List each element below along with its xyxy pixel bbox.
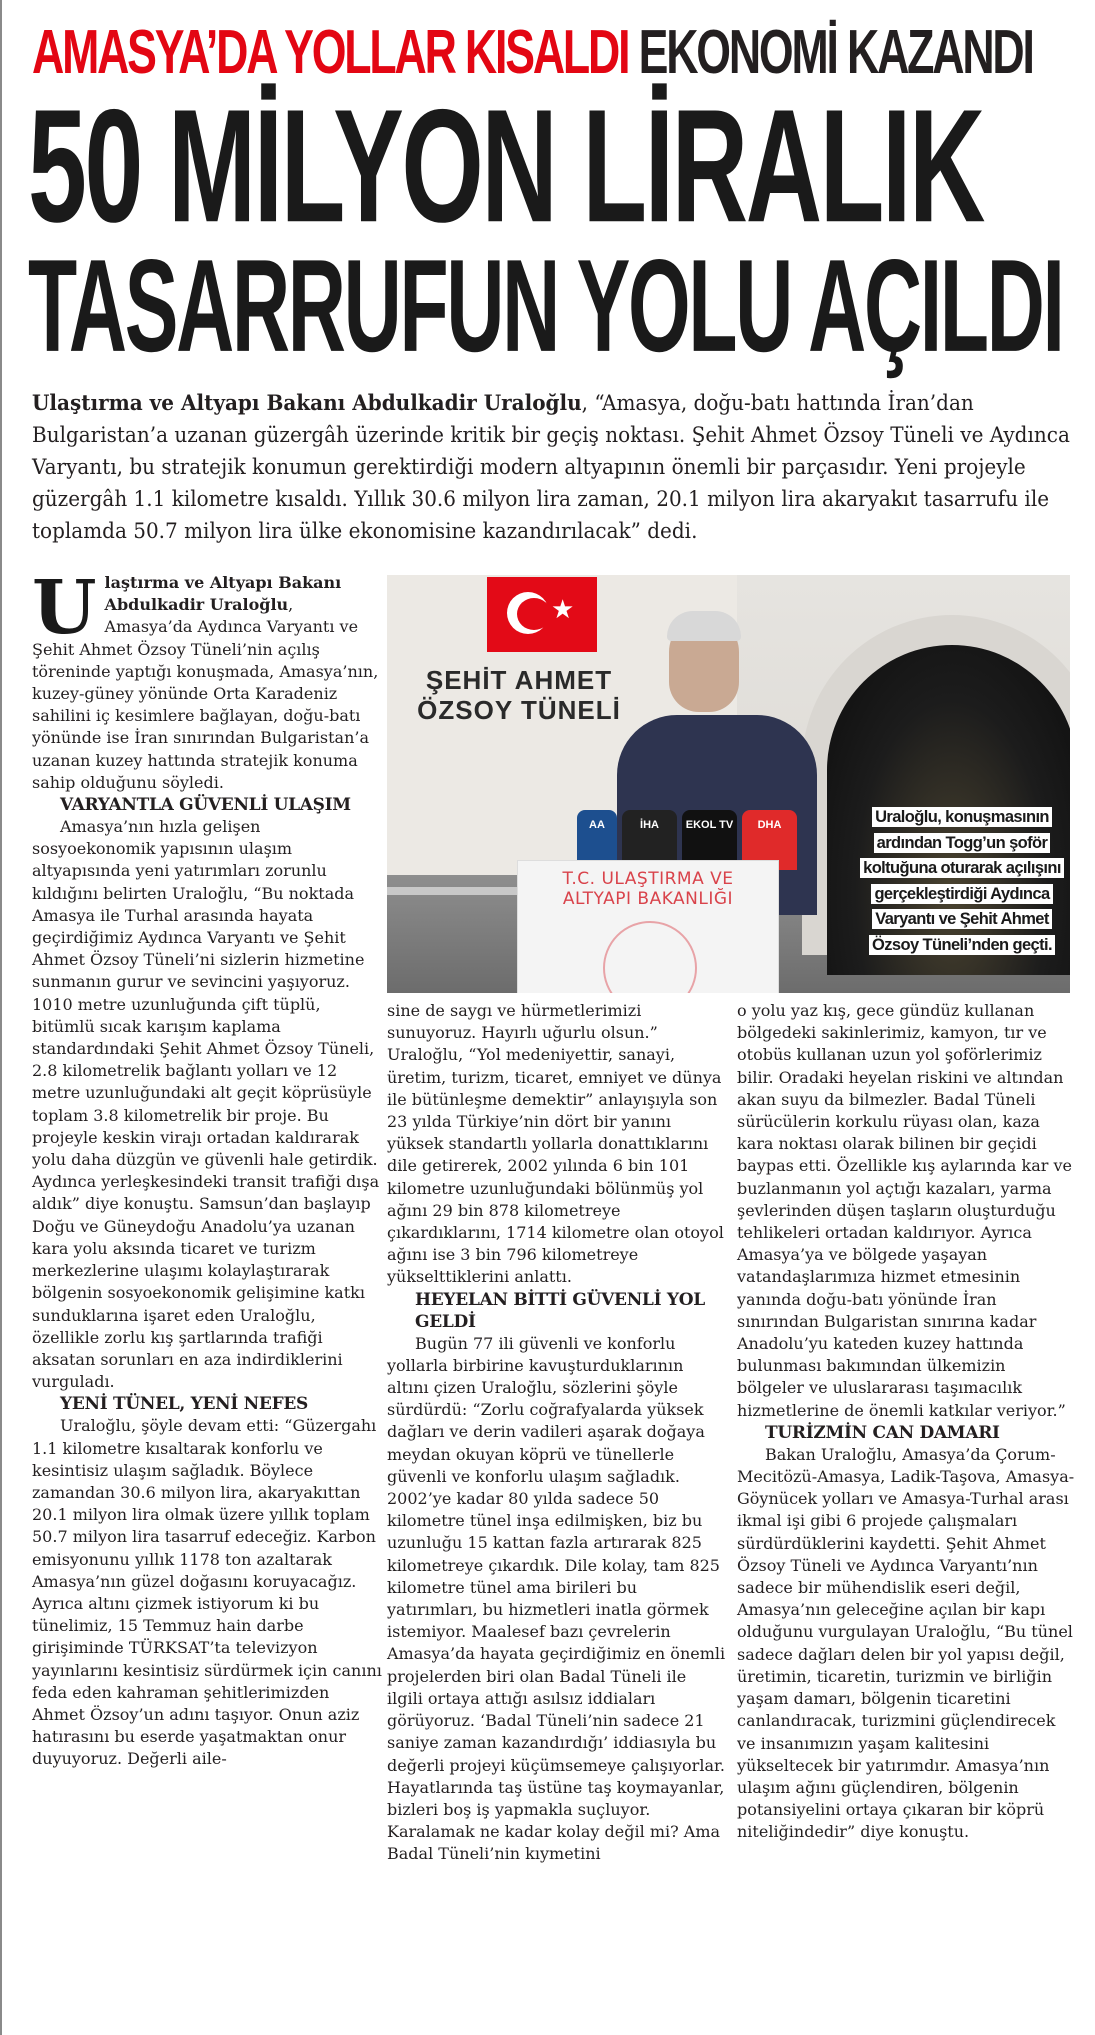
mic-dha: DHA xyxy=(742,810,797,870)
subheading-varyant: VARYANTLA GÜVENLİ ULAŞIM xyxy=(60,795,351,816)
subheading-heyelan: HEYELAN BİTTİ GÜVENLİ YOL GELDİ xyxy=(415,1289,705,1332)
dropcap: U xyxy=(32,565,97,651)
mic-aa: AA xyxy=(577,810,617,870)
podium-text: T.C. ULAŞTIRMA VE ALTYAPI BAKANLIĞI xyxy=(562,869,734,909)
paragraph: sine de saygı ve hürmetlerimizi sunuyoruz. Hayırlı uğurlu olsun.” Uraloğlu, “Yol medeniyettir, sanayi, üretim, turizm, ticaret, emniyet ve dünya ile bütünleşme demektir” anlayışıyla son 23 yılda Türkiye’nin dört bir yanını yüksek standartlı yollarla donattıklarını dile getirerek, 2002 yılında 6 bin 101 kilometre uzunluğundaki bölünmüş yol ağını 29 bin 878 kilometreye çıkardıklarını, 1714 kilometre olan otoyol ağını ise 3 bin 796 kilometreye yükselttiklerini anlattı. xyxy=(387,1001,724,1287)
caption-text: Uraloğlu, konuşmasının ardından Togg’un şoför koltuğuna oturarak açılışını gerçekleştirdiği Aydınca Varyantı ve Şehit Ahmet Özsoy Tüneli’nden geçti. xyxy=(860,807,1064,955)
photo-caption xyxy=(857,805,1067,958)
paragraph: Amasya’nın hızla gelişen sosyoekonomik yapısının ulaşım altyapısında yeni yatırımları zorunlu kıldığını belirten Uraloğlu, “Bu noktada Amasya ile Turhal arasında hayata geçirdiğimiz Aydınca Varyantı ve Şehit Ahmet Özsoy Tüneli’ni sizlerin hizmetine sunmanın gurur ve sevincini yaşıyoruz. 1010 metre uzunluğunda çift tüplü, bitümlü sıcak karışım kaplama standardındaki Şehit Ahmet Özsoy Tüneli, 2.8 kilometrelik bağlantı yolları ve 12 metre uzunluğundaki alt geçit köprüsüyle toplam 3.8 kilometrelik bir proje. Bu projeyle keskin virajı ortadan kaldırarak yolu daha düzgün ve güvenli hale getirdik. Aydınca yerleşkesindeki transit trafiği dışa aldık” diye konuştu. Samsun’dan başlayıp Doğu ve Güneydoğu Anadolu’ya uzanan kara yolu aksında ticaret ve turizm merkezlerine ulaşımı kolaylaştırarak bölgenin sosyoekonomik gelişimine katkı sunduklarına işaret eden Uraloğlu, özellikle zorlu kış şartlarında trafiği aksatan sorunları en aza indirdiklerini vurguladı. xyxy=(32,817,380,1392)
subheading-yeni-tunel: YENİ TÜNEL, YENİ NEFES xyxy=(60,1394,308,1415)
kicker-black: EKONOMİ KAZANDI xyxy=(638,18,1033,87)
column-1 xyxy=(32,565,382,1771)
lede-bold: Ulaştırma ve Altyapı Bakanı Abdulkadir Uraloğlu xyxy=(32,391,582,416)
paragraph: Bugün 77 ili güvenli ve konforlu yollarla birbirine kavuşturduklarının altını çizen Uraloğlu, sözlerini şöyle sürdürdü: “Zorlu coğrafyalarda yüksek dağları ve derin vadileri aşarak doğaya meydan okuyan köprü ve tünellerle güvenli ve konforlu ulaşım sağladık. 2002’ye kadar 80 yılda sadece 50 kilometre tünel inşa edilmişken, biz bu uzunluğu 15 kattan fazla artırarak 825 kilometreye çıkardık. Dile kolay, tam 825 kilometre tünel ama birileri bu yatırımları, bu hizmetleri inatla görmek istemiyor. Maalesef bazı çevrelerin Amasya’da hayata geçirdiğimiz en önemli projelerden biri olan Badal Tüneli ile ilgili ortaya attığı asılsız iddiaları görüyoruz. ‘Badal Tüneli’nin sadece 21 saniye zaman kazandırdığı’ iddiasıyla bu değerli projeyi küçümsemeye çalışıyorlar. Hayatlarında taş üstüne taş koymayanlar, bizleri boş iş yapmakla suçluyor. Karalamak ne kadar kolay değil mi? Ama Badal Tüneli’nin kıymetini xyxy=(387,1333,726,1864)
paragraph: Uraloğlu, şöyle devam etti: “Güzergahı 1.1 kilometre kısaltarak konforlu ve kesintisiz ulaşım sağladık. Böylece zamandan 30.6 milyon lira, akaryakıttan 20.1 milyon lira olmak üzere yıllık toplam 50.7 milyon lira tasarruf edeceğiz. Karbon emisyonunu yıllık 1178 ton azaltarak Amasya’nın güzel doğasını koruyacağız. Ayrıca altını çizmek istiyorum ki bu tünelimiz, 15 Temmuz hain darbe girişiminde TÜRKSAT’ta televizyon yayınlarını kesintisiz sürdürmek için canını feda eden kahraman şehitlerimizden Ahmet Özsoy’un adını taşıyor. Onun aziz hatırasını bu eserde yaşatmaktan onur duyuyoruz. Değerli aile- xyxy=(32,1416,382,1769)
intro-bold: laştırma ve Altyapı Bakanı Abdulkadir Uraloğlu xyxy=(104,573,342,615)
ministry-seal-icon xyxy=(603,921,697,993)
mic-iha: İHA xyxy=(622,810,677,870)
mic-ekol: EKOL TV xyxy=(682,810,737,870)
paragraph: o yolu yaz kış, gece gündüz kullanan bölgedeki sakinlerimiz, kamyon, tır ve otobüs kullanan uzun yol şoförlerimiz bilir. Oradaki heyelan riskini ve altından akan suyu da bilmezler. Badal Tüneli sürücülerin korkulu rüyası olan, kaza kara noktası olarak bilinen bir geçidi baypas etti. Özellikle kış aylarında kar ve buzlanmanın yol açtığı kazaları, yarma şevlerinden düşen taşların oluşturduğu tehlikeleri ortadan kaldırıyor. Ayrıca Amasya’ya ve bölgede yaşayan vatandaşlarımıza hizmet etmesinin yanında doğu-batı yönünde İran sınırından Bulgaristan sınırına kadar Anadolu’yu kateden kuzey hattında bulunması bakımından ülkemizin bölgeler ve uluslararası taşımacılık hizmetlerine de önemli katkılar veriyor.” xyxy=(737,1001,1073,1420)
column-2 xyxy=(387,1000,727,1866)
tunnel-name-sign: ŞEHİT AHMET ÖZSOY TÜNELİ xyxy=(417,665,621,725)
intro-text: , Amasya’da Aydınca Varyantı ve Şehit Ahmet Özsoy Tüneli’nin açılış töreninde yaptığı konuşmada, Amasya’nın, kuzey-güney yönünde Orta Karadeniz sahilini iç kesimlere bağlayan, doğu-batı yönünde ise İran sınırından Bulgaristan’a uzanan kuzey hattında stratejik konuma sahip olduğunu söyledi. xyxy=(32,595,379,792)
intro-paragraph xyxy=(32,565,382,794)
main-headline-line1: 50 MİLYON LİRALIK xyxy=(28,76,984,257)
subheading-turizm: TURİZMİN CAN DAMARI xyxy=(765,1422,1000,1443)
column-3 xyxy=(737,1000,1077,1844)
article-photo xyxy=(387,575,1070,993)
paragraph: Bakan Uraloğlu, Amasya’da Çorum-Mecitözü-Amasya, Ladik-Taşova, Amasya-Göynücek yolları ve Amasya-Turhal arası ikmal işi gibi 6 projede çalışmaları sürdürdüklerini kaydetti. Şehit Ahmet Özsoy Tüneli ve Aydınca Varyantı’nın sadece bir mühendislik eseri değil, Amasya’nın geleceğine açılan bir kapı olduğunu vurgulayan Uraloğlu, “Bu tünel sadece dağları delen bir yol yapısı değil, üretimin, ticaretin, turizmin ve birliğin yaşam damarı, bölgenin ticaretini canlandıracak, turizmini güçlendirecek ve insanımızın yaşam kalitesini yükseltecek bir yatırımdır. Amasya’nın ulaşım ağını güçlendiren, bölgenin potansiyelini ortaya çıkaran bir köprü niteliğindedir” diye konuştu. xyxy=(737,1444,1075,1842)
lede-paragraph xyxy=(32,388,1072,548)
main-headline-line2: TASARRUFUN YOLU AÇILDI xyxy=(28,231,1063,380)
kicker-red: AMASYA’DA YOLLAR KISALDI xyxy=(32,18,629,87)
lede-text: , “Amasya, doğu-batı hattında İran’dan Bulgaristan’a uzanan güzergâh üzerinde kritik bir geçiş noktası. Şehit Ahmet Özsoy Tüneli ve Aydınca Varyantı, bu stratejik konumun gerektirdiği modern altyapının önemli bir parçasıdır. Yeni projeyle güzergâh 1.1 kilometre kısaldı. Yıllık 30.6 milyon lira zaman, 20.1 milyon lira akaryakıt tasarrufu ile toplamda 50.7 milyon lira ülke ekonomisine kazandırılacak” dedi. xyxy=(32,391,1070,544)
podium xyxy=(517,860,779,993)
turkish-flag-icon: ★ xyxy=(487,577,597,652)
